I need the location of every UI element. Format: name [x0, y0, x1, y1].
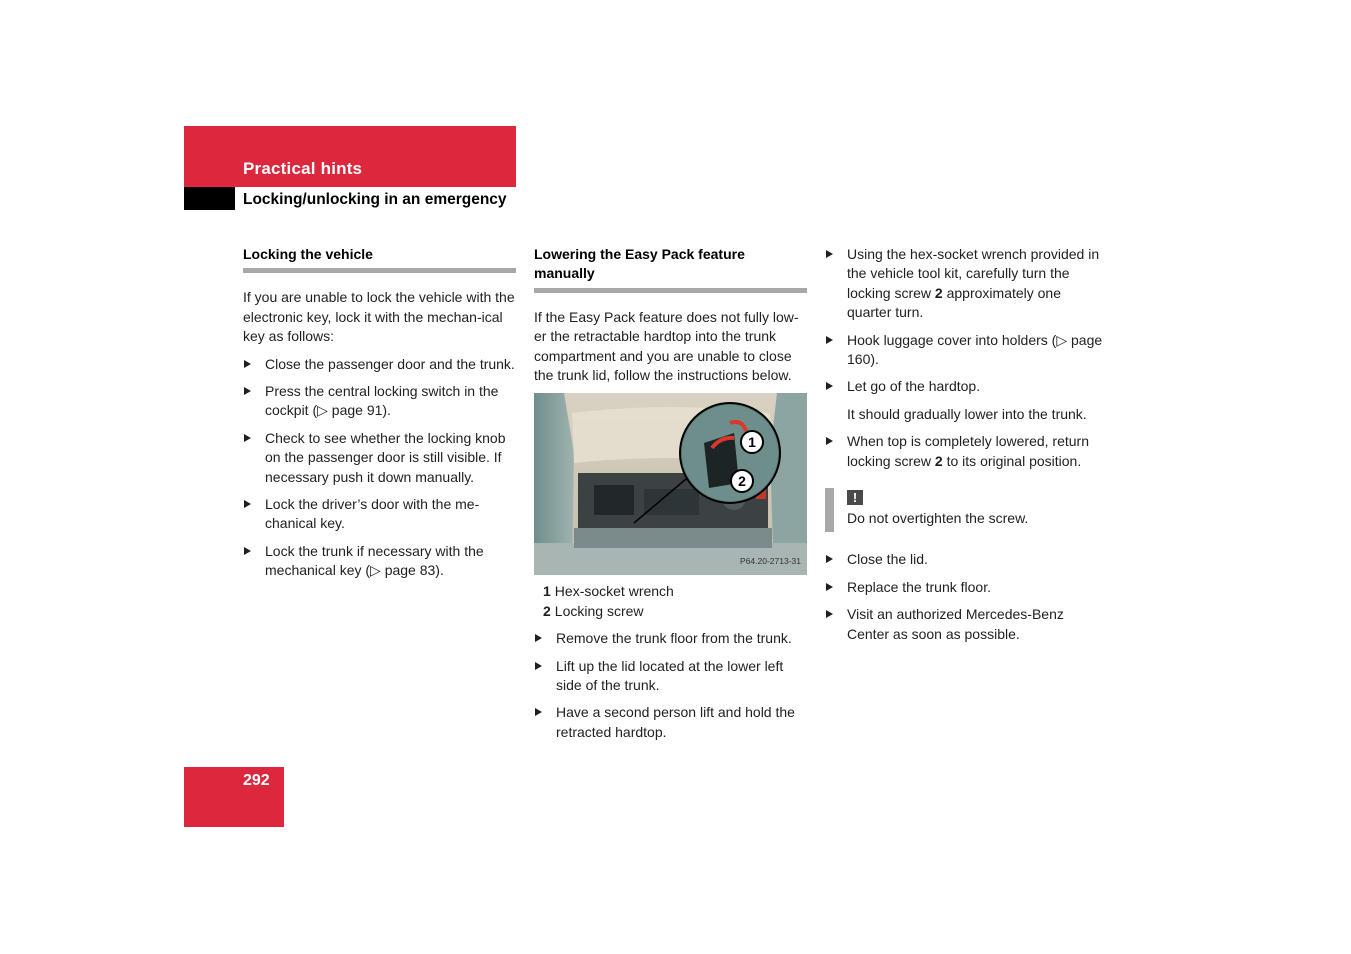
- column-easy-pack: [534, 245, 807, 750]
- locking-steps: [243, 355, 516, 581]
- list-item: Let go of the hardtop.: [825, 377, 1105, 396]
- warning-note: [825, 488, 1105, 528]
- bullet-triangle-icon: [535, 634, 542, 642]
- list-item: Visit an authorized Mercedes-Benz Center as soon as possible.: [825, 605, 1105, 644]
- trunk-illustration: [534, 393, 807, 575]
- bullet-triangle-icon: [244, 387, 251, 395]
- legend-row: 2 Locking screw: [543, 602, 644, 619]
- final-steps: [825, 550, 1105, 644]
- list-item: Lock the trunk if necessary with the mechanical key (▷ page 83).: [243, 542, 516, 581]
- bullet-triangle-icon: [826, 336, 833, 344]
- header-black-tab: [184, 187, 235, 210]
- list-item: When top is completely lowered, return locking screw 2 to its original position.: [825, 432, 1105, 471]
- step-result-text: It should gradually lower into the trunk.: [847, 405, 1087, 422]
- list-item: Have a second person lift and hold the retracted hardtop.: [534, 703, 807, 742]
- image-legend: [534, 582, 807, 621]
- easy-pack-steps: [534, 629, 807, 742]
- bullet-triangle-icon: [244, 434, 251, 442]
- callout-2: 2: [738, 473, 746, 490]
- heading-easy-pack: Lowering the Easy Pack feature manually: [534, 245, 807, 293]
- list-item: Close the passenger door and the trunk.: [243, 355, 516, 374]
- bullet-triangle-icon: [826, 610, 833, 618]
- bullet-triangle-icon: [826, 437, 833, 445]
- list-item: Lock the driver’s door with the me-chanical key.: [243, 495, 516, 534]
- bullet-triangle-icon: [826, 583, 833, 591]
- sub-title: Locking/unlocking in an emergency: [243, 191, 507, 208]
- section-title: Practical hints: [243, 159, 363, 178]
- continued-steps-2: [825, 432, 1105, 471]
- continued-steps: [825, 245, 1105, 397]
- note-text: Do not overtighten the screw.: [847, 510, 1029, 527]
- bullet-triangle-icon: [826, 382, 833, 390]
- callout-1: 1: [748, 434, 756, 451]
- column-locking-vehicle: [243, 245, 516, 589]
- bullet-triangle-icon: [244, 500, 251, 508]
- bullet-triangle-icon: [244, 360, 251, 368]
- bullet-triangle-icon: [826, 250, 833, 258]
- intro-paragraph: If you are unable to lock the vehicle with the electronic key, lock it with the mechan-ical key as follows:: [243, 289, 515, 345]
- column-continued-steps: [825, 245, 1105, 652]
- heading-locking-vehicle: Locking the vehicle: [243, 245, 516, 273]
- bullet-triangle-icon: [826, 555, 833, 563]
- page-number: 292: [243, 772, 270, 789]
- list-item: Check to see whether the locking knob on the passenger door is still visible. If necessary push it down manually.: [243, 429, 516, 487]
- list-item: Remove the trunk floor from the trunk.: [534, 629, 807, 648]
- list-item: Lift up the lid located at the lower left side of the trunk.: [534, 657, 807, 696]
- trunk-photo: [534, 393, 807, 575]
- exclamation-icon: !: [847, 490, 863, 505]
- list-item: Replace the trunk floor.: [825, 578, 1105, 597]
- list-item: Press the central locking switch in the cockpit (▷ page 91).: [243, 382, 516, 421]
- intro-paragraph: If the Easy Pack feature does not fully low-er the retractable hardtop into the trunk compartment and you are unable to close the trunk lid, follow the instructions below.: [534, 308, 799, 384]
- bullet-triangle-icon: [535, 662, 542, 670]
- image-code: P64.20-2713-31: [740, 556, 801, 567]
- legend-row: 1 Hex-socket wrench: [543, 583, 674, 600]
- list-item: Using the hex-socket wrench provided in the vehicle tool kit, carefully turn the locking screw 2 approximately one quarter turn.: [825, 245, 1105, 323]
- note-bar: [825, 488, 834, 532]
- bullet-triangle-icon: [535, 708, 542, 716]
- bullet-triangle-icon: [244, 547, 251, 555]
- list-item: Close the lid.: [825, 550, 1105, 569]
- list-item: Hook luggage cover into holders (▷ page 160).: [825, 331, 1105, 370]
